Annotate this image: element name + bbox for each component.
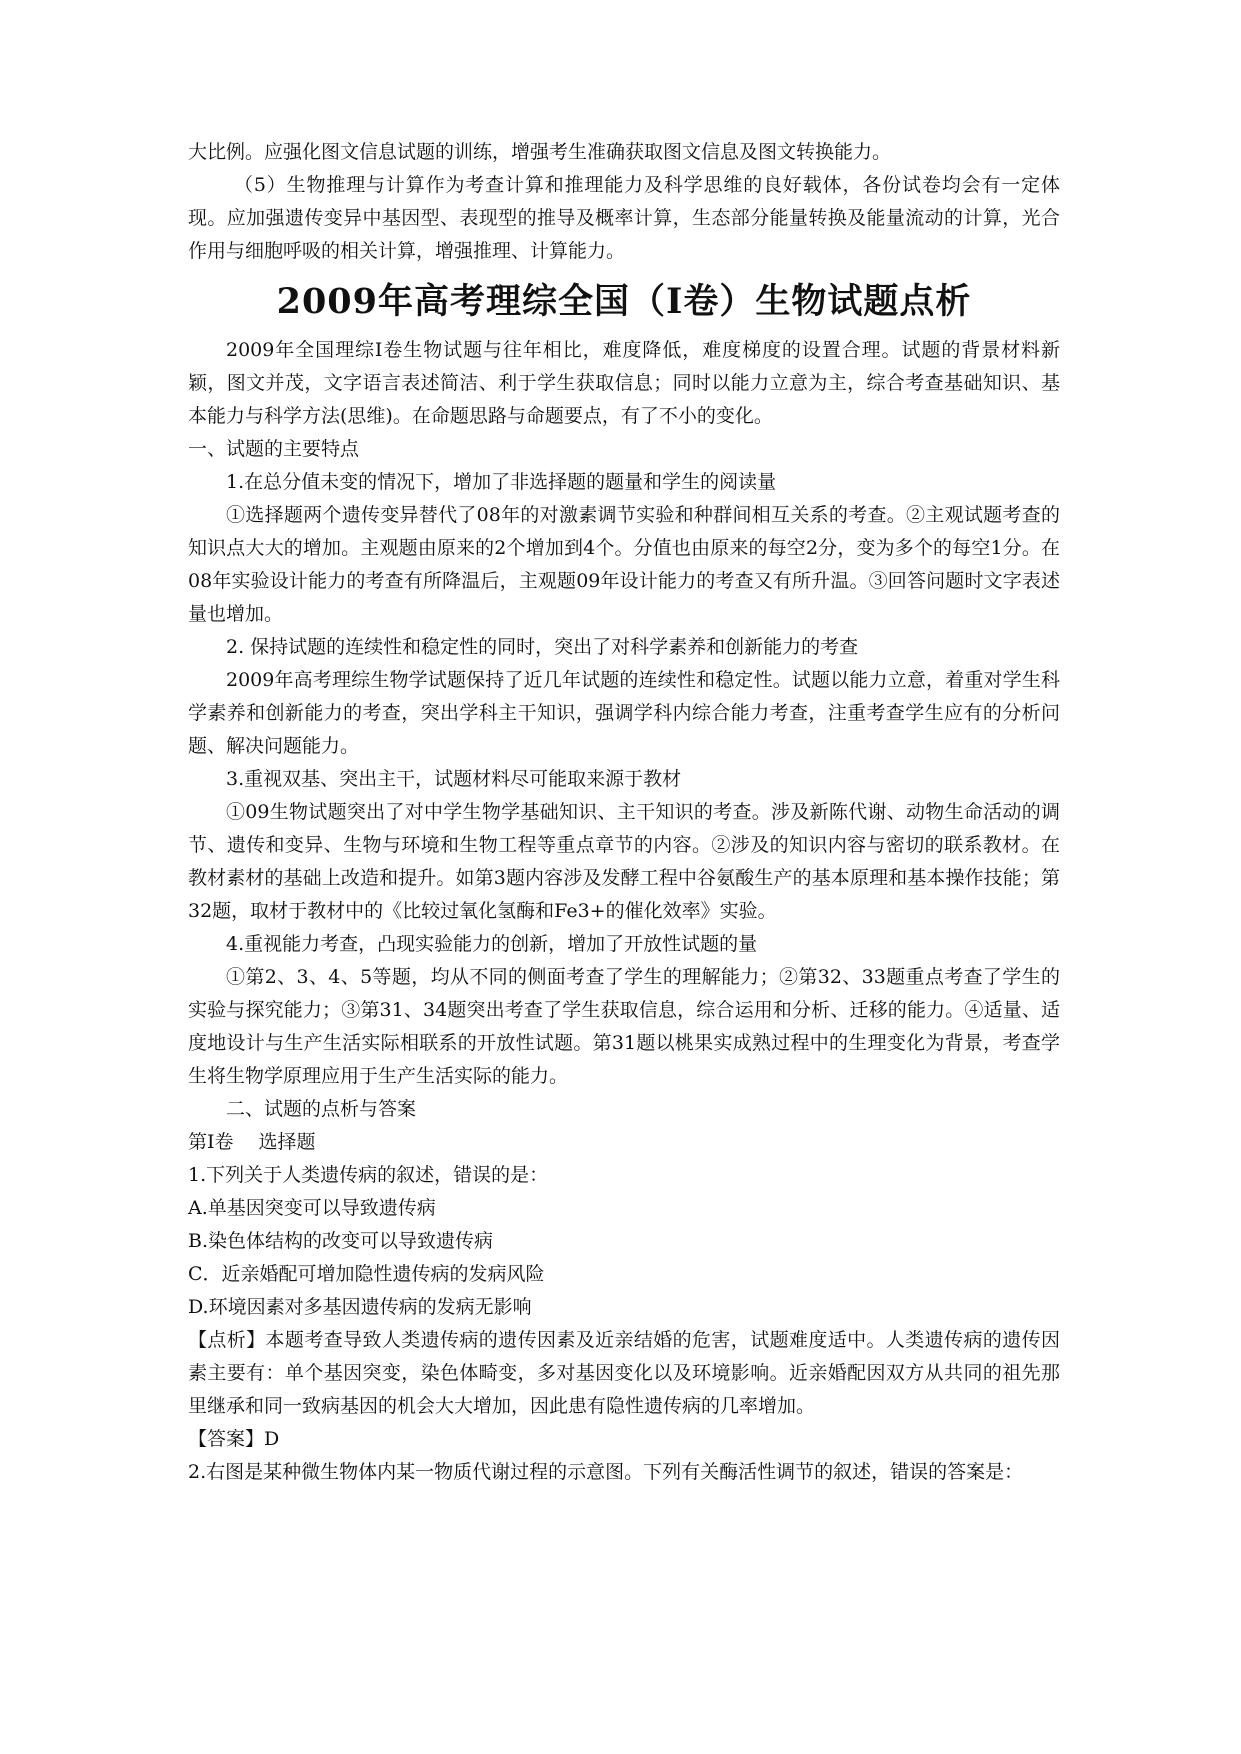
overview-paragraph: 2009年全国理综Ⅰ卷生物试题与往年相比，难度降低，难度梯度的设置合理。试题的背景材料新颖，图文并茂，文字语言表述简洁、利于学生获取信息；同时以能力立意为主，综合考查基础知识、基本能力与科学方法(思维)。在命题思路与命题要点，有了不小的变化。 <box>188 339 1060 427</box>
feature-3-body: ①09生物试题突出了对中学生物学基础知识、主干知识的考查。涉及新陈代谢、动物生命活动的调节、遗传和变异、生物与环境和生物工程等重点章节的内容。②涉及的知识内容与密切的联系教材。在教材素材的基础上改造和提升。如第3题内容涉及发酵工程中谷氨酸生产的基本原理和基本操作技能；第32题，取材于教材中的《比较过氧化氢酶和Fe3+的催化效率》实验。 <box>188 801 1060 922</box>
question-1-answer: 【答案】D <box>188 1428 280 1450</box>
section2-heading: 二、试题的点析与答案 <box>226 1098 417 1120</box>
question-1-option-b: B.染色体结构的改变可以导致遗传病 <box>188 1230 494 1252</box>
section1-heading: 一、试题的主要特点 <box>188 438 360 460</box>
feature-1-heading: 1.在总分值未变的情况下，增加了非选择题的题量和学生的阅读量 <box>226 471 777 493</box>
question-1-option-d: D.环境因素对多基因遗传病的发病无影响 <box>188 1296 532 1318</box>
question-1-option-c: C．近亲婚配可增加隐性遗传病的发病风险 <box>188 1263 545 1285</box>
question-1-analysis: 【点析】本题考查导致人类遗传病的遗传因素及近亲结婚的危害，试题难度适中。人类遗传病的遗传因素主要有：单个基因突变，染色体畸变，多对基因变化以及环境影响。近亲婚配因双方从共同的祖先那里继承和同一致病基因的机会大大增加，因此患有隐性遗传病的几率增加。 <box>188 1329 1060 1417</box>
document-title: 2009年高考理综全国（Ⅰ卷）生物试题点析 <box>276 281 972 322</box>
part-label: 第Ⅰ卷 选择题 <box>188 1131 316 1153</box>
feature-2-heading: 2. 保持试题的连续性和稳定性的同时，突出了对科学素养和创新能力的考查 <box>226 636 859 658</box>
question-1-option-a: A.单基因突变可以导致遗传病 <box>188 1197 436 1219</box>
feature-2-body: 2009年高考理综生物学试题保持了近几年试题的连续性和稳定性。试题以能力立意，着重对学生科学素养和创新能力的考查，突出学科主干知识，强调学科内综合能力考查，注重考查学生应有的分析问题、解决问题能力。 <box>188 669 1060 757</box>
feature-4-heading: 4.重视能力考查，凸现实验能力的创新，增加了开放性试题的量 <box>226 933 758 955</box>
intro-paragraph-1: 大比例。应强化图文信息试题的训练，增强考生准确获取图文信息及图文转换能力。 <box>188 141 892 163</box>
feature-3-heading: 3.重视双基、突出主干，试题材料尽可能取来源于教材 <box>226 768 682 790</box>
question-1-stem: 1.下列关于人类遗传病的叙述，错误的是： <box>188 1164 549 1186</box>
feature-4-body: ①第2、3、4、5等题，均从不同的侧面考查了学生的理解能力；②第32、33题重点考查了学生的实验与探究能力；③第31、34题突出考查了学生获取信息，综合运用和分析、迁移的能力。④适量、适度地设计与生产生活实际相联系的开放性试题。第31题以桃果实成熟过程中的生理变化为背景，考查学生将生物学原理应用于生产生活实际的能力。 <box>188 966 1060 1087</box>
feature-1-body: ①选择题两个遗传变异替代了08年的对激素调节实验和种群间相互关系的考查。②主观试题考查的知识点大大的增加。主观题由原来的2个增加到4个。分值也由原来的每空2分，变为多个的每空1分。在08年实验设计能力的考查有所降温后，主观题09年设计能力的考查又有所升温。③回答问题时文字表述量也增加。 <box>188 504 1060 625</box>
question-2-stem: 2.右图是某种微生物体内某一物质代谢过程的示意图。下列有关酶活性调节的叙述，错误的答案是： <box>188 1461 1024 1483</box>
document-page <box>188 136 1060 1489</box>
intro-paragraph-2: （5）生物推理与计算作为考查计算和推理能力及科学思维的良好载体，各份试卷均会有一定体现。应加强遗传变异中基因型、表现型的推导及概率计算，生态部分能量转换及能量流动的计算，光合作用与细胞呼吸的相关计算，增强推理、计算能力。 <box>188 174 1060 262</box>
